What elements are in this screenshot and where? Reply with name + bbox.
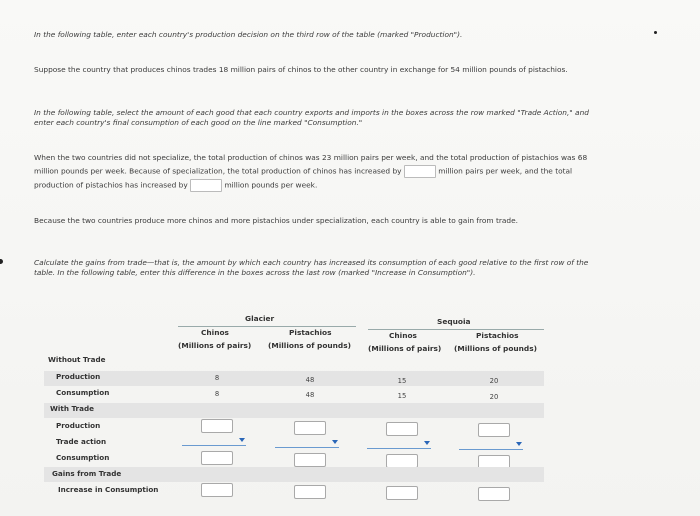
chevron-down-icon xyxy=(332,440,338,444)
spec-text-d: million pounds per week. xyxy=(224,180,318,190)
chevron-down-icon xyxy=(424,441,430,445)
chevron-down-icon xyxy=(516,442,522,446)
input-sequoia-chinos-consumption[interactable] xyxy=(386,454,418,468)
section-gains-from-trade: Gains from Trade xyxy=(52,469,122,478)
sequoia-header-rule xyxy=(368,329,544,330)
input-glacier-pistachios-consumption[interactable] xyxy=(294,453,326,467)
instruction-specialization-3 xyxy=(34,179,317,192)
cell-glacier-chinos-production: 8 xyxy=(214,374,220,382)
row-label-consumption-with-trade: Consumption xyxy=(56,453,110,462)
cell-sequoia-pistachios-consumption: 20 xyxy=(489,393,499,401)
chinos-increase-input[interactable] xyxy=(404,165,436,178)
select-sequoia-chinos-trade[interactable] xyxy=(367,439,431,449)
col-unit-sequoia-chinos: (Millions of pairs) xyxy=(368,344,442,353)
left-edge-marker xyxy=(0,259,3,264)
chevron-down-icon xyxy=(239,438,245,442)
cell-sequoia-chinos-production: 15 xyxy=(397,377,407,385)
pistachios-increase-input[interactable] xyxy=(190,179,222,192)
instruction-production: In the following table, enter each country's production decision on the third row of the table (marked "Production"). xyxy=(34,30,463,39)
input-glacier-chinos-production[interactable] xyxy=(201,419,233,433)
instruction-trade-action-2: enter each country's final consumption of each good on the line marked "Consumption." xyxy=(34,118,363,127)
country-header-sequoia: Sequoia xyxy=(437,317,471,326)
instruction-trade-action-1: In the following table, select the amount of each good that each country exports and imports in the boxes across the row marked "Trade Action," and xyxy=(34,108,589,117)
with-trade-row-band xyxy=(44,403,544,418)
instruction-trade-offer: Suppose the country that produces chinos trades 18 million pairs of chinos to the other country in exchange for 54 million pounds of pistachios. xyxy=(34,65,568,74)
spec-text-c: production of pistachios has increased by xyxy=(34,180,188,190)
select-glacier-pistachios-trade[interactable] xyxy=(275,438,339,448)
col-header-glacier-chinos: Chinos xyxy=(201,328,229,337)
input-glacier-pistachios-increase[interactable] xyxy=(294,485,326,499)
input-glacier-pistachios-production[interactable] xyxy=(294,421,326,435)
instruction-gain-statement: Because the two countries produce more chinos and more pistachios under specialization, each country is able to gain from trade. xyxy=(34,216,519,225)
instruction-gains-1: Calculate the gains from trade—that is, the amount by which each country has increased its consumption of each good relative to the first row of the xyxy=(34,258,589,267)
select-sequoia-pistachios-trade[interactable] xyxy=(459,440,523,450)
row-label-consumption: Consumption xyxy=(56,388,110,397)
row-label-increase-in-consumption: Increase in Consumption xyxy=(58,485,159,494)
instruction-specialization-2 xyxy=(34,165,572,178)
input-sequoia-chinos-increase[interactable] xyxy=(386,486,418,500)
production-row-band xyxy=(44,371,544,386)
cell-glacier-pistachios-production: 48 xyxy=(305,376,315,384)
cell-glacier-chinos-consumption: 8 xyxy=(214,390,220,398)
input-sequoia-pistachios-production[interactable] xyxy=(478,423,510,437)
spec-text-a: million pounds per week. Because of specialization, the total production of chinos has increased by xyxy=(34,166,402,176)
input-sequoia-pistachios-increase[interactable] xyxy=(478,487,510,501)
input-sequoia-chinos-production[interactable] xyxy=(386,422,418,436)
cell-sequoia-pistachios-production: 20 xyxy=(489,377,499,385)
col-unit-glacier-pistachios: (Millions of pounds) xyxy=(268,341,352,350)
glacier-header-rule xyxy=(178,326,356,327)
input-glacier-chinos-consumption[interactable] xyxy=(201,451,233,465)
section-with-trade: With Trade xyxy=(50,404,94,413)
col-unit-glacier-chinos: (Millions of pairs) xyxy=(178,341,252,350)
spec-text-b: million pairs per week, and the total xyxy=(438,166,573,176)
col-unit-sequoia-pistachios: (Millions of pounds) xyxy=(454,344,538,353)
input-glacier-chinos-increase[interactable] xyxy=(201,483,233,497)
dot-marker xyxy=(654,31,657,34)
instruction-specialization-1: When the two countries did not specialize, the total production of chinos was 23 million pairs per week, and the total production of pistachios was 68 xyxy=(34,153,588,162)
col-header-sequoia-chinos: Chinos xyxy=(389,331,417,340)
country-header-glacier: Glacier xyxy=(245,314,275,323)
row-label-production-with-trade: Production xyxy=(56,421,101,430)
row-label-production: Production xyxy=(56,372,101,381)
cell-sequoia-chinos-consumption: 15 xyxy=(397,392,407,400)
section-without-trade: Without Trade xyxy=(48,355,106,364)
instruction-gains-2: table. In the following table, enter this difference in the boxes across the last row (marked "Increase in Consumption"). xyxy=(34,268,476,277)
select-glacier-chinos-trade[interactable] xyxy=(182,436,246,446)
col-header-sequoia-pistachios: Pistachios xyxy=(476,331,519,340)
row-label-trade-action: Trade action xyxy=(56,437,107,446)
col-header-glacier-pistachios: Pistachios xyxy=(289,328,332,337)
cell-glacier-pistachios-consumption: 48 xyxy=(305,391,315,399)
